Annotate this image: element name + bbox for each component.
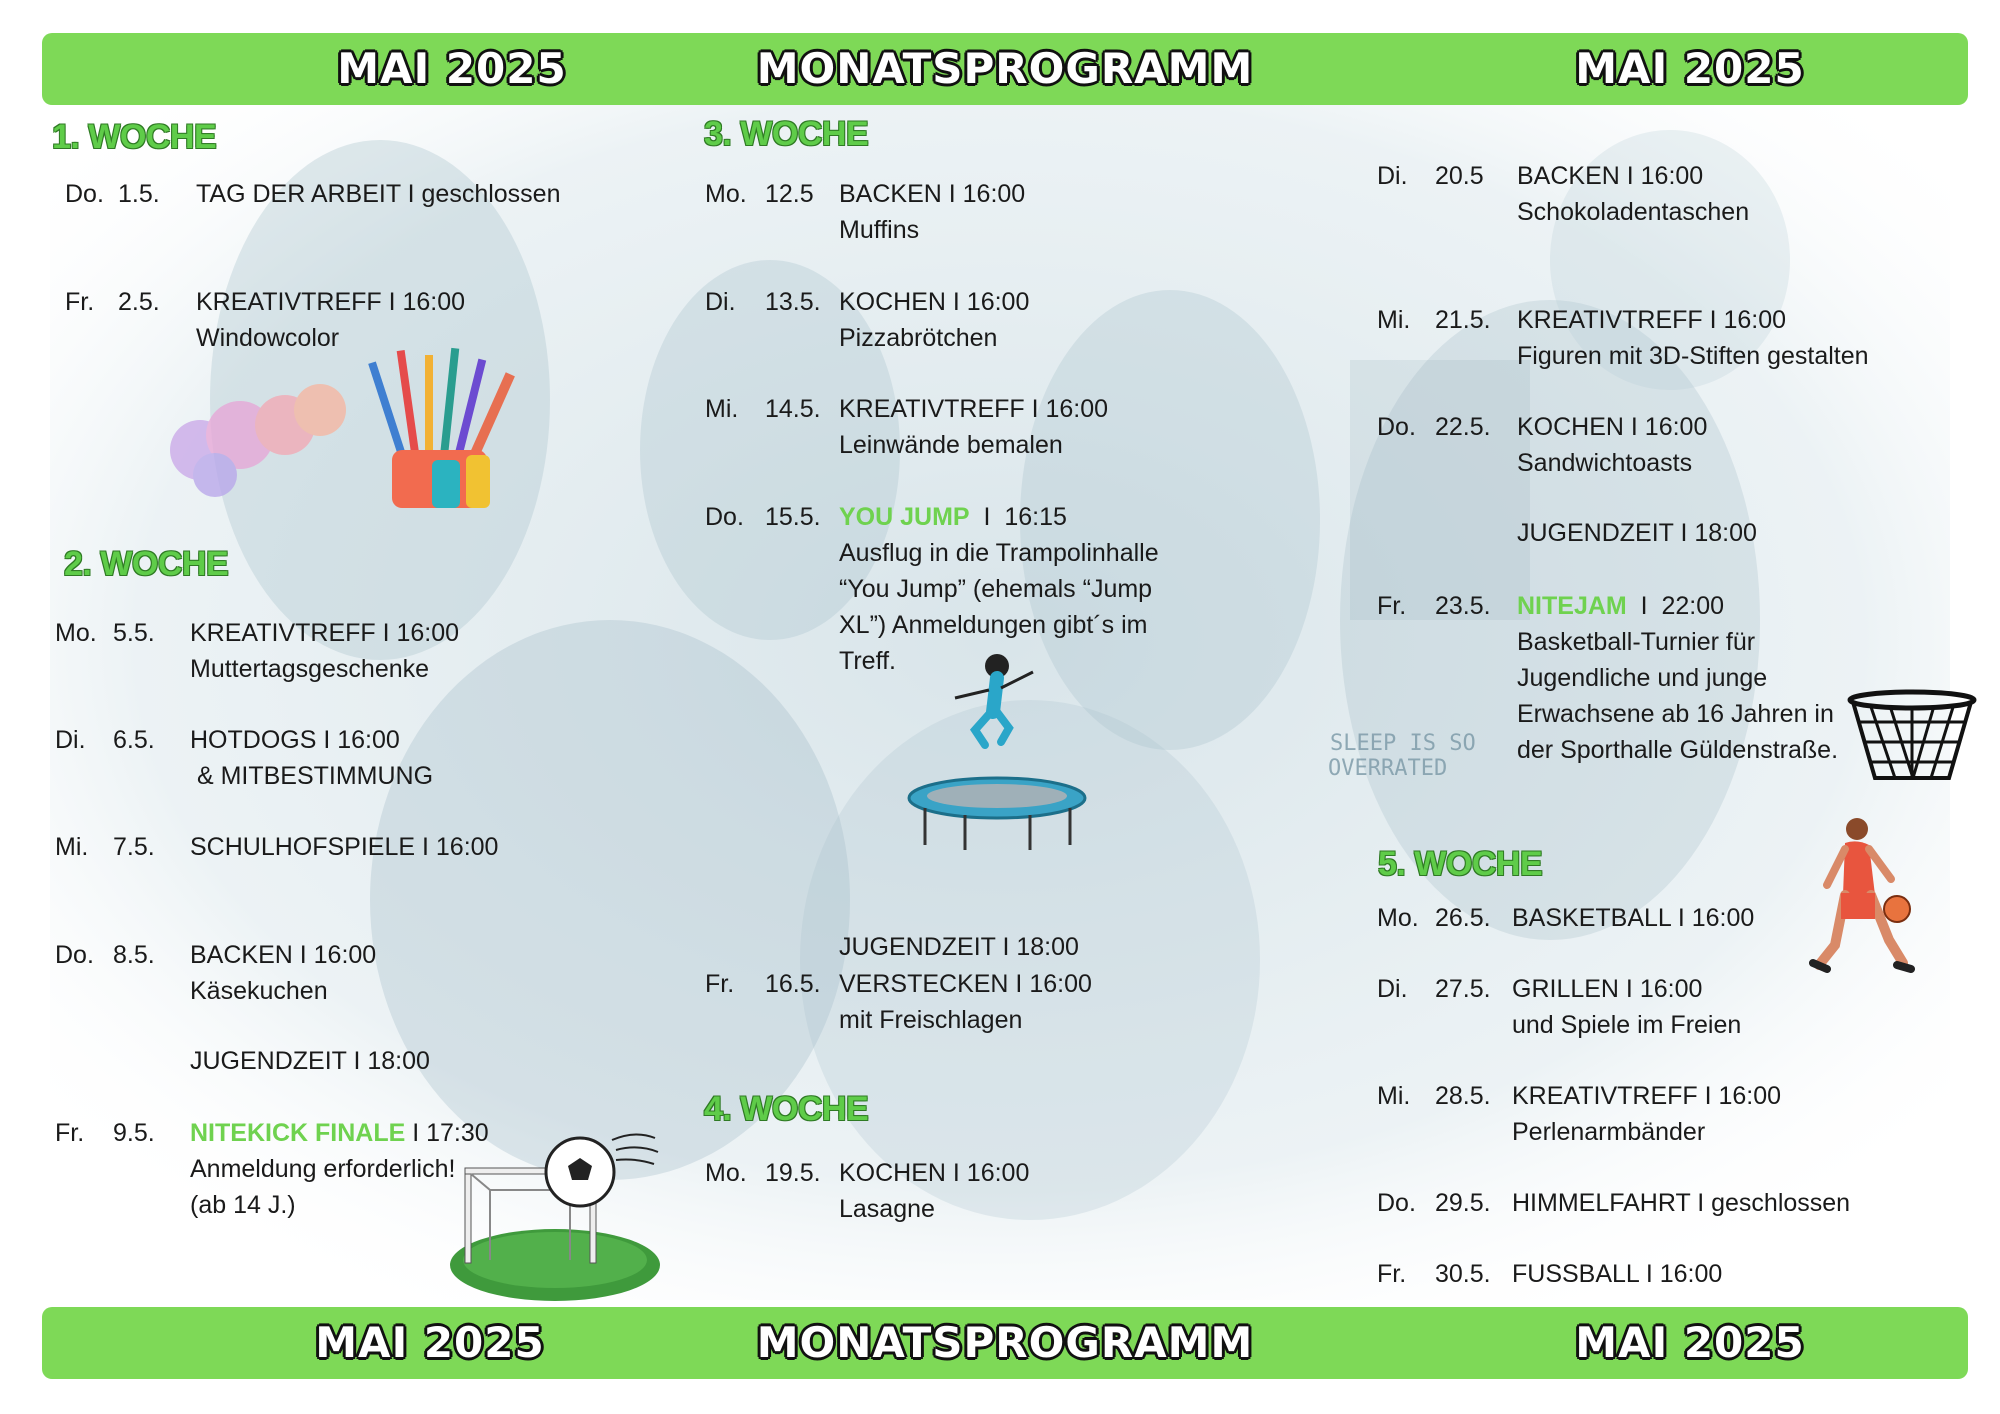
event-title: BACKEN I 16:00	[190, 941, 377, 969]
event-subtitle: Anmeldung erforderlich!	[190, 1155, 456, 1183]
top-banner-center-title: MONATSPROGRAMM	[756, 44, 1254, 93]
event-title: KOCHEN I 16:00	[1517, 413, 1708, 441]
top-banner-right-title: MAI 2025	[1575, 44, 1805, 93]
week-2-heading: 2. WOCHE	[64, 545, 229, 583]
event-title: KOCHEN I 16:00	[839, 1159, 1030, 1187]
paint-brushes-icon	[170, 340, 530, 515]
event-day: Fr.	[55, 1119, 85, 1147]
event-day: Mi.	[1377, 306, 1411, 334]
event-date: 9.5.	[113, 1119, 155, 1147]
shirt-text-line-2: OVERRATED	[1328, 756, 1448, 781]
event-date: 30.5.	[1435, 1260, 1491, 1288]
event-title: KOCHEN I 16:00	[839, 288, 1030, 316]
week-1-heading: 1. WOCHE	[52, 118, 217, 156]
event-day: Do.	[1377, 1189, 1416, 1217]
event-extra: JUGENDZEIT I 18:00	[839, 933, 1079, 961]
event-day: Mi.	[55, 833, 89, 861]
event-subtitle: und Spiele im Freien	[1512, 1011, 1742, 1039]
event-day: Do.	[1377, 413, 1416, 441]
event-title: HOTDOGS I 16:00	[190, 726, 400, 754]
event-date: 2.5.	[118, 288, 160, 316]
bottom-banner-center-title: MONATSPROGRAMM	[756, 1318, 1254, 1367]
event-highlight: NITEKICK FINALE	[190, 1119, 406, 1147]
event-day: Fr.	[705, 970, 735, 998]
event-title: KREATIVTREFF I 16:00	[839, 395, 1109, 423]
event-subtitle: Schokoladentaschen	[1517, 198, 1750, 226]
event-title: SCHULHOFSPIELE I 16:00	[190, 833, 499, 861]
week-4-heading: 4. WOCHE	[704, 1090, 869, 1128]
week-3-heading: 3. WOCHE	[704, 115, 869, 153]
event-date: 23.5.	[1435, 592, 1491, 620]
event-subtitle: Figuren mit 3D-Stiften gestalten	[1517, 342, 1869, 370]
event-day: Mi.	[1377, 1082, 1411, 1110]
event-subtitle: Leinwände bemalen	[839, 431, 1063, 459]
event-day: Mo.	[1377, 904, 1419, 932]
event-day: Fr.	[1377, 592, 1407, 620]
event-date: 6.5.	[113, 726, 155, 754]
event-subtitle: Perlenarmbänder	[1512, 1118, 1706, 1146]
event-day: Di.	[1377, 162, 1408, 190]
event-date: 12.5	[765, 180, 814, 208]
event-title: BACKEN I 16:00	[839, 180, 1026, 208]
event-subtitle: Pizzabrötchen	[839, 324, 998, 352]
event-day: Di.	[55, 726, 86, 754]
event-date: 1.5.	[118, 180, 160, 208]
event-day: Mo.	[55, 619, 97, 647]
event-subtitle: Lasagne	[839, 1195, 935, 1223]
event-title: GRILLEN I 16:00	[1512, 975, 1703, 1003]
week-5-heading: 5. WOCHE	[1378, 845, 1543, 883]
event-extra: JUGENDZEIT I 18:00	[190, 1047, 430, 1075]
bottom-banner	[42, 1307, 1968, 1379]
event-title: KREATIVTREFF I 16:00	[1517, 306, 1787, 334]
event-highlight: YOU JUMP	[839, 503, 970, 531]
event-subtitle: Muffins	[839, 216, 920, 244]
event-title: KREATIVTREFF I 16:00	[1512, 1082, 1782, 1110]
event-title: BACKEN I 16:00	[1517, 162, 1704, 190]
event-subtitle: mit Freischlagen	[839, 1006, 1023, 1034]
event-title: KREATIVTREFF I 16:00	[196, 288, 466, 316]
bottom-banner-right-title: MAI 2025	[1575, 1318, 1805, 1367]
shirt-text-line-1: SLEEP IS SO	[1330, 731, 1476, 756]
event-title: I 16:15	[969, 503, 1067, 531]
event-day: Mo.	[705, 1159, 747, 1187]
event-date: 5.5.	[113, 619, 155, 647]
event-date: 29.5.	[1435, 1189, 1491, 1217]
event-subtitle: Ausflug in die Trampolinhalle “You Jump” (ehemals “Jump XL”) Anmeldungen gibt´s im Treff.	[839, 539, 1159, 675]
event-day: Di.	[1377, 975, 1408, 1003]
basketball-player-icon	[1805, 815, 1925, 985]
event-subtitle: & MITBESTIMMUNG	[190, 762, 434, 790]
event-date: 14.5.	[765, 395, 821, 423]
event-day: Do.	[55, 941, 94, 969]
event-date: 28.5.	[1435, 1082, 1491, 1110]
event-title: I 17:30	[405, 1119, 489, 1147]
event-title: I 22:00	[1626, 592, 1725, 620]
event-subtitle: Basketball-Turnier für Jugendliche und junge Erwachsene ab 16 Jahren in der Sporthalle Güldenstraße.	[1517, 628, 1839, 764]
event-date: 19.5.	[765, 1159, 821, 1187]
event-day: Mo.	[705, 180, 747, 208]
soccer-goal-icon	[430, 1120, 660, 1305]
event-subtitle: Käsekuchen	[190, 977, 328, 1005]
event-title: BASKETBALL I 16:00	[1512, 904, 1755, 932]
event-title: FUSSBALL I 16:00	[1512, 1260, 1723, 1288]
event-day: Do.	[705, 503, 744, 531]
event-date: 8.5.	[113, 941, 155, 969]
basketball-hoop-icon	[1845, 690, 1980, 785]
event-title: TAG DER ARBEIT I geschlossen	[196, 180, 561, 208]
event-subtitle: Windowcolor	[196, 324, 340, 352]
top-banner-left-title: MAI 2025	[337, 44, 567, 93]
top-banner	[42, 33, 1968, 105]
event-extra: JUGENDZEIT I 18:00	[1517, 519, 1757, 547]
event-date: 22.5.	[1435, 413, 1491, 441]
event-day: Fr.	[1377, 1260, 1407, 1288]
event-date: 15.5.	[765, 503, 821, 531]
event-subtitle: Sandwichtoasts	[1517, 449, 1693, 477]
event-date: 26.5.	[1435, 904, 1491, 932]
event-date: 20.5	[1435, 162, 1484, 190]
event-highlight: NITEJAM	[1517, 592, 1627, 620]
event-day: Do.	[65, 180, 104, 208]
event-title: HIMMELFAHRT I geschlossen	[1512, 1189, 1851, 1217]
trampoline-icon	[905, 650, 1090, 860]
event-title: VERSTECKEN I 16:00	[839, 970, 1092, 998]
event-date: 21.5.	[1435, 306, 1491, 334]
event-day: Mi.	[705, 395, 739, 423]
event-date: 27.5.	[1435, 975, 1491, 1003]
event-title: KREATIVTREFF I 16:00	[190, 619, 460, 647]
event-subtitle-2: (ab 14 J.)	[190, 1191, 296, 1219]
event-date: 13.5.	[765, 288, 821, 316]
event-subtitle: Muttertagsgeschenke	[190, 655, 430, 683]
event-day: Fr.	[65, 288, 95, 316]
event-date: 7.5.	[113, 833, 155, 861]
event-day: Di.	[705, 288, 736, 316]
bottom-banner-left-title: MAI 2025	[315, 1318, 545, 1367]
event-date: 16.5.	[765, 970, 821, 998]
